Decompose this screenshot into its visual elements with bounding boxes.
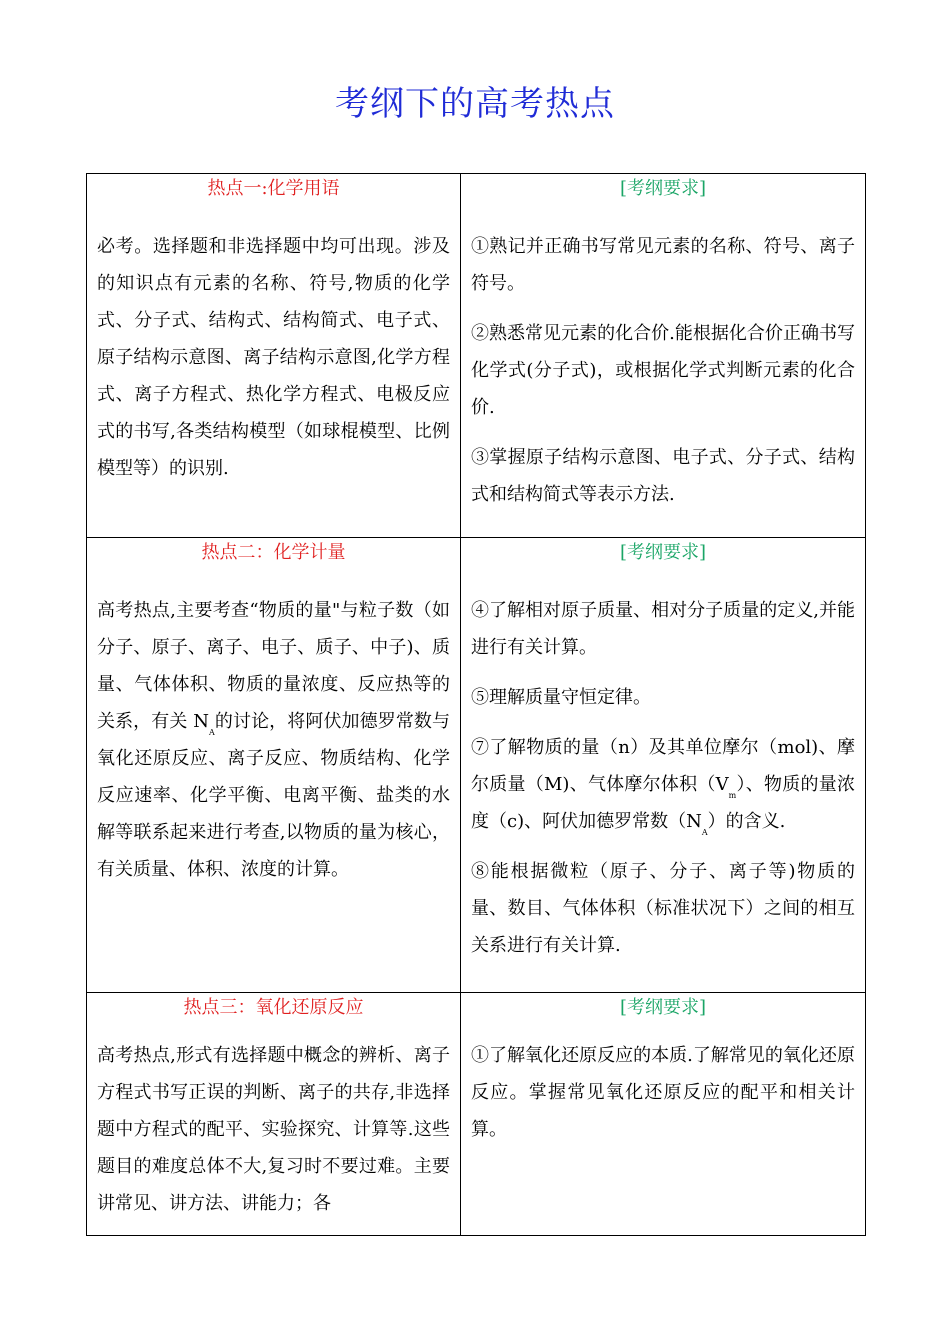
requirements-heading: [考纲要求] [619,997,707,1018]
requirement-item: ①熟记并正确书写常见元素的名称、符号、离子符号。 [471,236,855,294]
requirement-text-part: ）的含义. [707,811,786,832]
subscript: A [701,828,708,837]
description-text [97,592,450,888]
description-text-part: 的讨论，将阿伏加德罗常数与氧化还原反应、离子反应、物质结构、化学反应速率、化学平衡、电离平衡、盐类的水解等联系起来进行考查,以物质的量为核心，有关质量、体积、浓度的计算。 [97,711,450,880]
description-text: 必考。选择题和非选择题中均可出现。涉及的知识点有元素的名称、符号,物质的化学式、分子式、结构式、结构简式、电子式、原子结构示意图、离子结构示意图,化学方程式、离子方程式、热化学方程式、电极反应式的书写,各类结构模型（如球棍模型、比例模型等）的识别. [97,236,450,479]
page-title: 考纲下的高考热点 [335,84,615,124]
requirements-cell [461,174,866,538]
description-text-part: 高考热点,主要考查“物质的量"与粒子数（如分子、原子、离子、电子、质子、中子)、质量、气体体积、物质的量浓度、反应热等的关系，有关 N [97,600,450,732]
requirement-item: ④了解相对原子质量、相对分子质量的定义,并能进行有关计算。 [471,600,855,658]
hotspot-description-cell [87,538,461,993]
subscript: A [209,728,215,737]
requirement-item: ③掌握原子结构示意图、电子式、分子式、结构式和结构简式等表示方法. [471,447,855,505]
hotspot-heading: 热点三：氧化还原反应 [183,997,364,1018]
requirements-heading: [考纲要求] [619,542,707,563]
requirements-list [471,1037,855,1148]
requirement-text-part: ）、物质的量浓度（c)、阿伏加德罗常数（N [471,774,855,832]
requirement-item: ②熟悉常见元素的化合价.能根据化合价正确书写化学式(分子式)，或根据化学式判断元素的化合价. [471,323,855,418]
requirements-cell [461,993,866,1236]
table-row [87,538,866,993]
requirement-item: ①了解氧化还原反应的本质.了解常见的氧化还原反应。掌握常见氧化还原反应的配平和相关计算。 [471,1045,855,1140]
hotspot-heading: 热点二：化学计量 [201,542,346,563]
requirements-cell [461,538,866,993]
table-row [87,993,866,1236]
table-row [87,174,866,538]
requirements-list [471,592,855,964]
requirement-text-part: ⑦了解物质的量（n）及其单位摩尔（mol)、摩尔质量（M)、气体摩尔体积（V [471,737,855,795]
hotspot-description [97,1037,450,1222]
requirements-list [471,228,855,513]
requirements-heading: [考纲要求] [619,178,707,199]
requirement-item: ⑤理解质量守恒定律。 [471,687,651,708]
hotspot-description [97,592,450,888]
hotspot-description-cell [87,993,461,1236]
requirement-item [471,729,855,840]
hotspot-table [86,173,866,1236]
description-text: 高考热点,形式有选择题中概念的辨析、离子方程式书写正误的判断、离子的共存,非选择题中方程式的配平、实验探究、计算等.这些题目的难度总体不大,复习时不要过难。主要讲常见、讲方法、讲能力；各 [97,1045,450,1214]
hotspot-description [97,228,450,487]
hotspot-description-cell [87,174,461,538]
hotspot-heading: 热点一:化学用语 [207,178,340,199]
subscript: m [728,791,737,800]
requirement-item: ⑧能根据微粒（原子、分子、离子等)物质的量、数目、气体体积（标准状况下）之间的相互关系进行有关计算. [471,861,855,956]
